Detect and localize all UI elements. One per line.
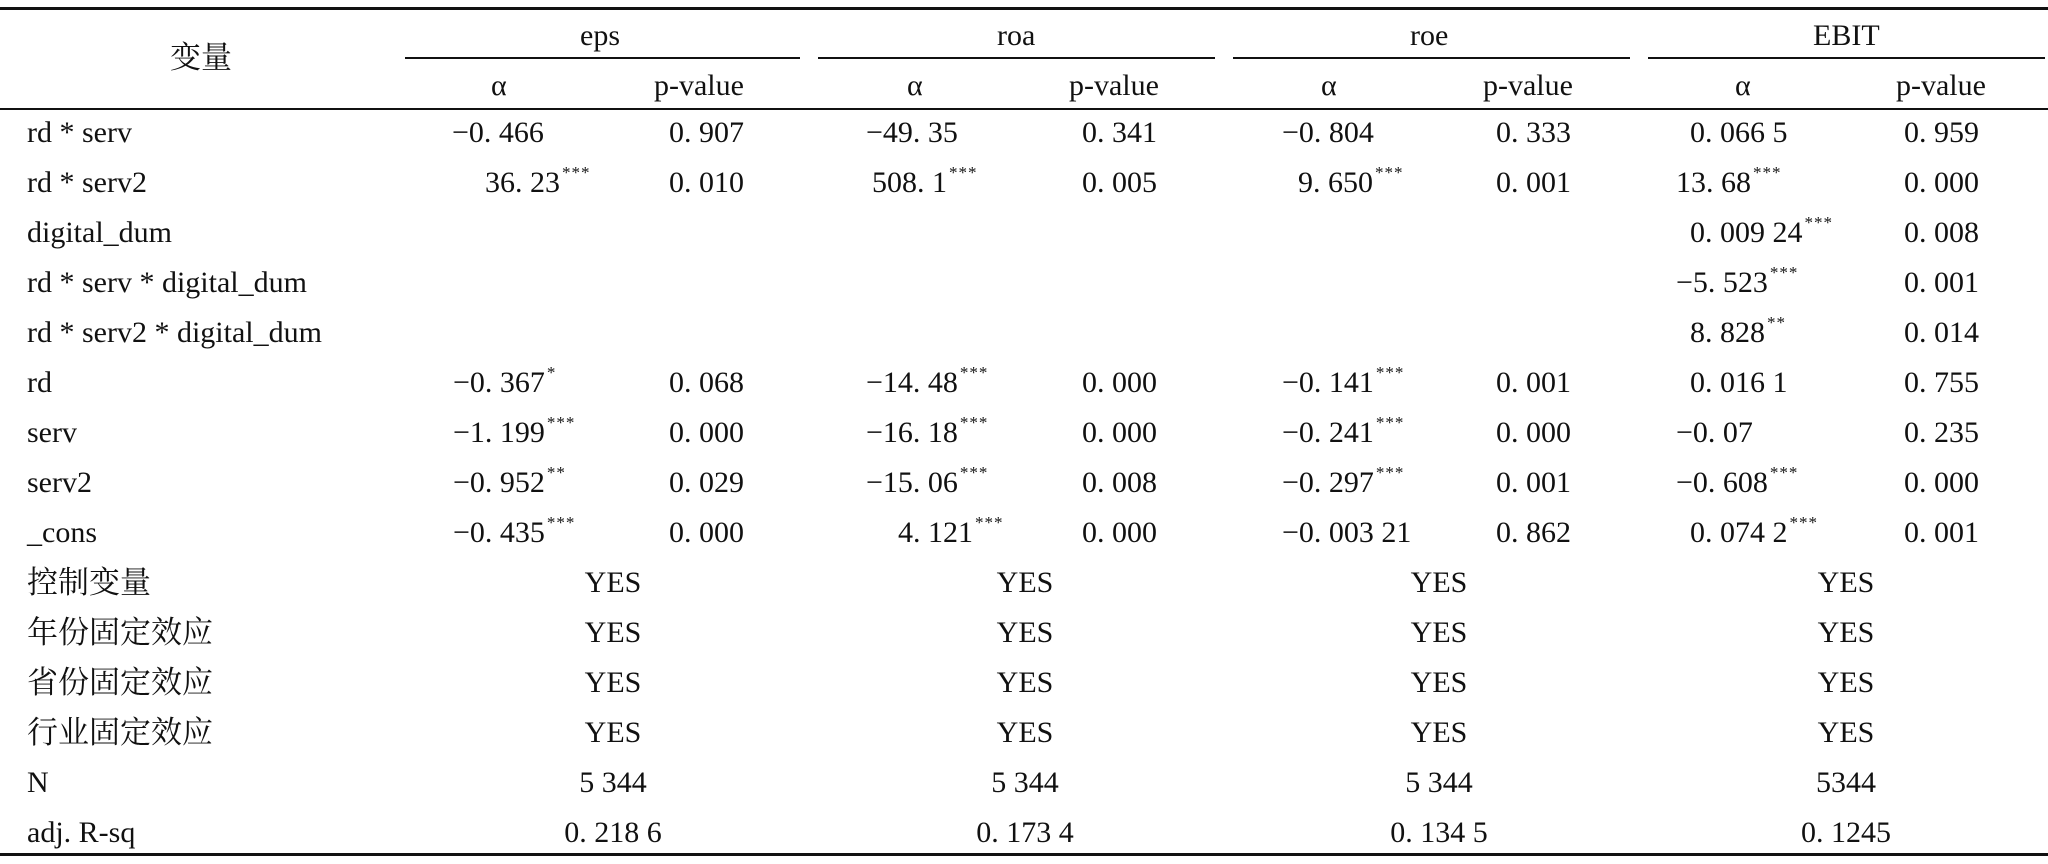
p-value: 0. 014 [1904,316,1979,349]
group-header: roe [1410,19,1449,52]
coefficient-number: −14. 48 [866,366,958,399]
significance-stars: * [546,363,557,382]
significance-stars: *** [546,513,576,532]
p-value: 0. 235 [1904,416,1979,449]
summary-value: YES [996,566,1054,599]
row-label: serv [27,416,77,449]
variable-header: 变量 [170,40,232,76]
summary-value: YES [584,666,642,699]
coefficient-number: −0. 07 [1676,416,1753,449]
p-value: 0. 341 [1082,116,1157,149]
coefficient-value [453,458,566,508]
significance-stars: *** [1375,363,1405,382]
pvalue-header: p-value [654,69,744,102]
coefficient-number: −0. 608 [1676,466,1768,499]
coefficient-value [866,358,988,408]
summary-value: YES [996,716,1054,749]
coefficient-value [1690,108,1788,158]
p-value: 0. 959 [1904,116,1979,149]
coefficient-value [866,108,958,158]
p-value: 0. 862 [1496,516,1571,549]
significance-stars: *** [959,363,989,382]
row-label: _cons [27,516,97,549]
coefficient-number: −0. 952 [453,466,545,499]
significance-stars: *** [959,463,989,482]
coefficient-number: −16. 18 [866,416,958,449]
p-value: 0. 001 [1496,166,1571,199]
top-rule [0,7,2048,10]
row-label: rd * serv * digital_dum [27,266,307,299]
alpha-header: α [1321,69,1337,102]
coefficient-value [1690,508,1818,558]
p-value: 0. 010 [669,166,744,199]
coefficient-number: −0. 435 [453,516,545,549]
coefficient-value [1676,408,1753,458]
p-value: 0. 000 [669,416,744,449]
coefficient-number: 8. 828 [1690,316,1765,349]
coefficient-value [1690,358,1788,408]
coefficient-number: 4. 121 [898,516,973,549]
row-label: rd [27,366,52,399]
p-value: 0. 005 [1082,166,1157,199]
row-label: rd * serv [27,116,132,149]
p-value: 0. 008 [1082,466,1157,499]
coefficient-value [453,358,556,408]
summary-value: 0. 218 6 [564,816,662,849]
p-value: 0. 001 [1904,516,1979,549]
summary-label: 年份固定效应 [27,615,213,651]
group-header: eps [580,19,620,52]
summary-value: YES [1817,666,1875,699]
coefficient-number: 0. 066 5 [1690,116,1788,149]
summary-label: 省份固定效应 [27,665,213,701]
coefficient-number: −0. 466 [452,116,544,149]
p-value: 0. 000 [1496,416,1571,449]
coefficient-value [866,458,988,508]
summary-value: YES [1817,616,1875,649]
significance-stars: *** [1375,163,1404,182]
significance-stars: *** [546,413,576,432]
coefficient-number: −0. 003 21 [1282,516,1412,549]
group-header: roa [997,19,1036,52]
significance-stars: *** [1375,463,1405,482]
coefficient-number: −1. 199 [453,416,545,449]
coefficient-number: 0. 074 2 [1690,516,1788,549]
p-value: 0. 333 [1496,116,1571,149]
summary-value: 0. 134 5 [1390,816,1488,849]
coefficient-number: −0. 141 [1282,366,1374,399]
summary-value: YES [996,616,1054,649]
summary-value: YES [996,666,1054,699]
significance-stars: *** [1375,413,1405,432]
coefficient-value [866,408,988,458]
row-label: rd * serv2 [27,166,147,199]
coefficient-number: 13. 68 [1676,166,1751,199]
summary-value: YES [1410,666,1468,699]
p-value: 0. 000 [1904,466,1979,499]
coefficient-value [452,108,544,158]
coefficient-number: 36. 23 [485,166,560,199]
significance-stars: *** [1769,463,1799,482]
summary-label: 行业固定效应 [27,715,213,751]
p-value: 0. 001 [1496,366,1571,399]
coefficient-number: 508. 1 [872,166,947,199]
significance-stars: *** [1769,263,1799,282]
row-label: digital_dum [27,216,172,249]
row-label: rd * serv2 * digital_dum [27,316,322,349]
summary-value: YES [584,566,642,599]
significance-stars: *** [959,413,989,432]
summary-label: N [27,766,49,799]
p-value: 0. 755 [1904,366,1979,399]
coefficient-value [1676,258,1798,308]
pvalue-header: p-value [1896,69,1986,102]
pvalue-header: p-value [1483,69,1573,102]
summary-value: YES [584,716,642,749]
coefficient-value [1676,458,1798,508]
p-value: 0. 000 [669,516,744,549]
significance-stars: *** [1753,163,1782,182]
coefficient-value [1298,158,1404,208]
coefficient-value [872,158,978,208]
coefficient-value [1282,408,1404,458]
significance-stars: *** [1789,513,1818,532]
p-value: 0. 001 [1496,466,1571,499]
coefficient-number: 0. 009 24 [1690,216,1803,249]
summary-label: 控制变量 [27,565,151,601]
summary-label: adj. R-sq [27,816,136,849]
summary-value: YES [584,616,642,649]
group-header: EBIT [1813,19,1880,52]
coefficient-number: 9. 650 [1298,166,1373,199]
coefficient-value [485,158,591,208]
coefficient-value [1282,108,1374,158]
summary-value: YES [1817,566,1875,599]
coefficient-value [1282,458,1404,508]
coefficient-value [453,508,575,558]
coefficient-value [1676,158,1782,208]
summary-value: 5 344 [579,766,647,799]
coefficient-number: 0. 016 1 [1690,366,1788,399]
coefficient-value [1282,358,1404,408]
coefficient-number: −15. 06 [866,466,958,499]
alpha-header: α [491,69,507,102]
summary-value: 5 344 [1405,766,1473,799]
coefficient-value [1690,208,1833,258]
coefficient-number: −0. 297 [1282,466,1374,499]
p-value: 0. 000 [1082,366,1157,399]
coefficient-value [898,508,1004,558]
summary-value: YES [1410,616,1468,649]
coefficient-value [1282,508,1411,558]
coefficient-number: −0. 241 [1282,416,1374,449]
significance-stars: *** [949,163,978,182]
significance-stars: *** [1804,213,1833,232]
significance-stars: *** [562,163,591,182]
coefficient-number: −0. 804 [1282,116,1374,149]
coefficient-value [1690,308,1786,358]
significance-stars: ** [546,463,566,482]
coefficient-number: −0. 367 [453,366,545,399]
significance-stars: *** [975,513,1004,532]
significance-stars: ** [1767,313,1786,332]
alpha-header: α [1735,69,1751,102]
summary-value: 5344 [1816,766,1876,799]
p-value: 0. 000 [1082,516,1157,549]
p-value: 0. 008 [1904,216,1979,249]
coefficient-number: −5. 523 [1676,266,1768,299]
p-value: 0. 000 [1082,416,1157,449]
summary-value: 0. 173 4 [976,816,1074,849]
summary-value: YES [1817,716,1875,749]
summary-value: 0. 1245 [1801,816,1891,849]
summary-value: YES [1410,716,1468,749]
p-value: 0. 001 [1904,266,1979,299]
p-value: 0. 068 [669,366,744,399]
pvalue-header: p-value [1069,69,1159,102]
summary-value: YES [1410,566,1468,599]
p-value: 0. 029 [669,466,744,499]
row-label: serv2 [27,466,92,499]
coefficient-number: −49. 35 [866,116,958,149]
summary-value: 5 344 [991,766,1059,799]
coefficient-value [453,408,575,458]
alpha-header: α [907,69,923,102]
p-value: 0. 000 [1904,166,1979,199]
p-value: 0. 907 [669,116,744,149]
